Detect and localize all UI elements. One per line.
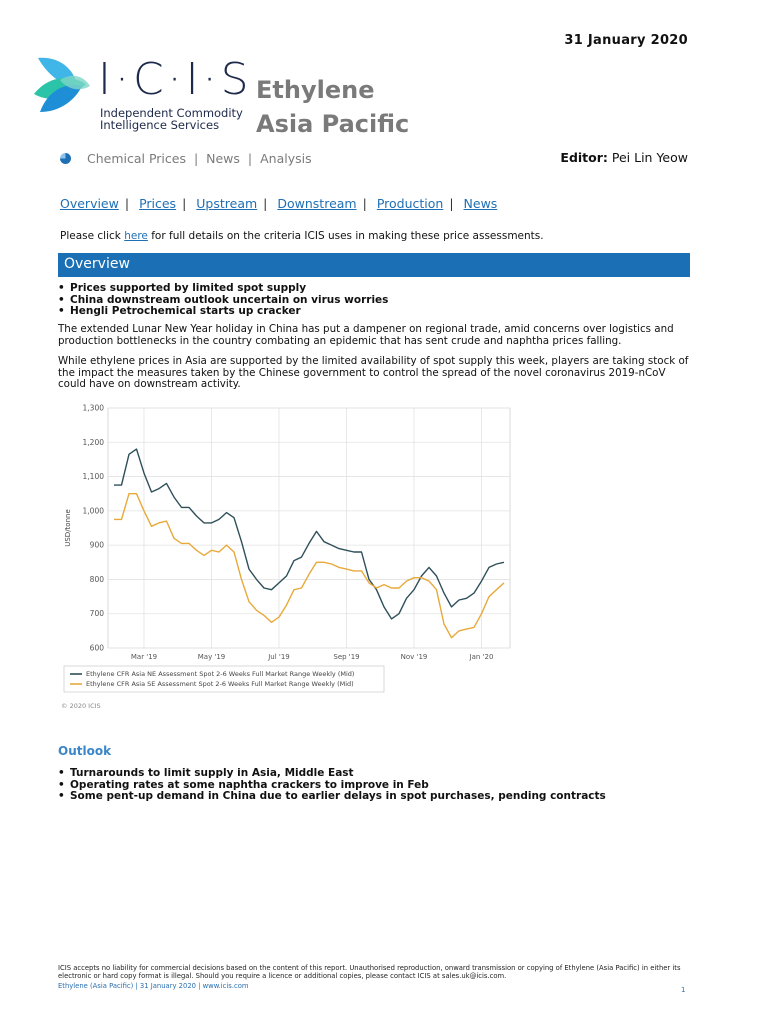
icis-tagline bbox=[100, 107, 243, 131]
list-item: • Prices supported by limited spot supply bbox=[58, 283, 388, 295]
chart-xtick-label: Nov '19 bbox=[400, 653, 428, 661]
outlook-heading: Outlook bbox=[58, 744, 112, 758]
chart-xtick-label: Sep '19 bbox=[333, 653, 360, 661]
top-nav-analysis[interactable]: Analysis bbox=[260, 151, 312, 166]
chart-ytick-label: 1,000 bbox=[82, 506, 104, 516]
footer-meta: Ethylene (Asia Pacific) | 31 January 2020 | www.icis.com bbox=[58, 982, 249, 990]
chart-ytick-label: 1,200 bbox=[82, 437, 104, 447]
chart-xtick-label: Jul '19 bbox=[268, 653, 290, 661]
top-nav: Chemical Prices | News | Analysis bbox=[60, 151, 312, 166]
report-date: 31 January 2020 bbox=[564, 33, 688, 48]
chart-xtick-label: May '19 bbox=[197, 653, 226, 661]
criteria-text-before: Please click bbox=[60, 230, 125, 242]
nav-upstream[interactable]: Upstream bbox=[196, 196, 258, 211]
chart-legend-label-2: Ethylene CFR Asia SE Assessment Spot 2-6 Weeks Full Market Range Weekly (Mid) bbox=[86, 680, 354, 688]
chart-ytick-label: 900 bbox=[89, 540, 104, 550]
list-item: • Some pent-up demand in China due to earlier delays in spot purchases, pending contracts bbox=[58, 791, 606, 803]
overview-heading: Overview bbox=[64, 256, 130, 272]
overview-paragraph-2: While ethylene prices in Asia are supported by the limited availability of spot supply this week, players are taking stock of the impact the measures taken by the Chinese government to control the spread of the novel coronavirus 2019-nCoV could have on downstream activity. bbox=[58, 355, 689, 390]
chart-xtick-label: Mar '19 bbox=[130, 653, 158, 661]
price-chart-svg bbox=[58, 400, 524, 718]
editor-credit bbox=[560, 150, 688, 165]
top-nav-chemical-prices[interactable]: Chemical Prices bbox=[86, 151, 186, 166]
icis-tagline-line1: Independent Commodity bbox=[100, 106, 243, 120]
report-title bbox=[256, 73, 409, 141]
criteria-text-after: for full details on the criteria ICIS uses in making these price assessments. bbox=[147, 230, 544, 242]
nav-prices[interactable]: Prices bbox=[139, 196, 177, 211]
list-item: • Turnarounds to limit supply in Asia, Middle East bbox=[58, 768, 606, 780]
criteria-link[interactable]: here bbox=[124, 230, 148, 242]
chart-plot-frame bbox=[108, 408, 510, 648]
chart-ytick-label: 800 bbox=[89, 574, 104, 584]
chart-copyright: © 2020 ICIS bbox=[61, 702, 101, 710]
section-nav: Overview | Prices | Upstream | Downstream | Production | News bbox=[60, 196, 498, 211]
editor-label: Editor: bbox=[560, 150, 608, 165]
outlook-bullets bbox=[58, 768, 606, 803]
chart-ytick-label: 1,100 bbox=[82, 472, 104, 482]
overview-heading-bar bbox=[58, 253, 690, 277]
chart-ytick-label: 700 bbox=[89, 609, 104, 619]
chart-ylabel: USD/tonne bbox=[64, 509, 72, 547]
icis-wordmark: I·C·I·S bbox=[98, 54, 253, 105]
overview-paragraph-1: The extended Lunar New Year holiday in China has put a dampener on regional trade, amid concerns over logistics and production bottlenecks in the country combating an epidemic that has sent crude and naphtha prices falling. bbox=[58, 323, 674, 347]
list-item: • Hengli Petrochemical starts up cracker bbox=[58, 306, 388, 318]
chart-series-line-2 bbox=[114, 494, 504, 638]
editor-name: Pei Lin Yeow bbox=[611, 150, 688, 165]
nav-production[interactable]: Production bbox=[376, 196, 444, 211]
list-item: • Operating rates at some naphtha crackers to improve in Feb bbox=[58, 780, 606, 792]
icis-logo-icon bbox=[30, 50, 100, 120]
chart-legend-label-1: Ethylene CFR Asia NE Assessment Spot 2-6 Weeks Full Market Range Weekly (Mid) bbox=[86, 670, 355, 678]
overview-bullets bbox=[58, 283, 388, 318]
pie-icon bbox=[60, 153, 71, 164]
list-item: • China downstream outlook uncertain on virus worries bbox=[58, 295, 388, 307]
criteria-note bbox=[60, 230, 544, 242]
footer-disclaimer: ICIS accepts no liability for commercial decisions based on the content of this report. Unauthorised reproduction, onward transmission or copying of Ethylene (Asia Pacific) in either its electronic or hard copy format is illegal. Should you require a licence or additional copies, please contact ICIS at sales.uk@icis.com. bbox=[58, 964, 681, 980]
nav-news[interactable]: News bbox=[463, 196, 498, 211]
nav-downstream[interactable]: Downstream bbox=[277, 196, 357, 211]
price-chart bbox=[58, 400, 524, 718]
nav-overview[interactable]: Overview bbox=[60, 196, 119, 211]
top-nav-news[interactable]: News bbox=[206, 151, 240, 166]
chart-ytick-label: 600 bbox=[89, 643, 104, 653]
report-title-line1: Ethylene bbox=[256, 76, 375, 104]
chart-ytick-label: 1,300 bbox=[82, 403, 104, 413]
icis-tagline-line2: Intelligence Services bbox=[100, 118, 220, 132]
report-title-line2: Asia Pacific bbox=[256, 110, 410, 138]
chart-xtick-label: Jan '20 bbox=[469, 653, 494, 661]
page-number: 1 bbox=[681, 986, 686, 994]
